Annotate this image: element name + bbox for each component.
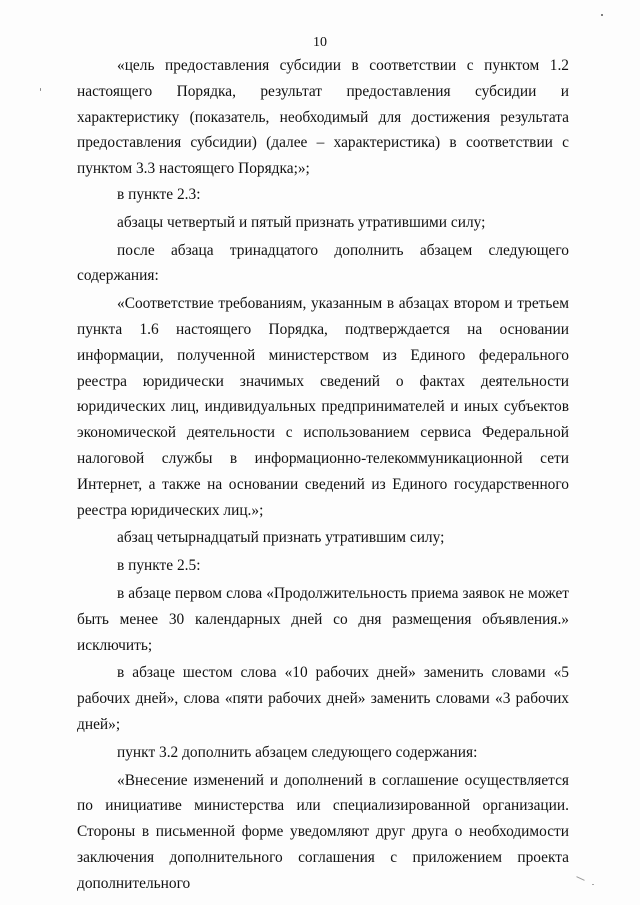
paragraph-compliance-requirements: «Соответствие требованиям, указанным в абзацах втором и третьем пункта 1.6 настоящего Порядка, подтверждается на основании информации, полученной министерством из Единого федерального реестра юридически значимых сведений о фактах деятельности юридических лиц, индивидуальных предпринимателей и иных субъектов экономической деятельности с использованием сервиса Федеральной налоговой службы в информационно-телекоммуникационной сети Интернет, а также на основании сведений из Единого государственного реестра юридических лиц.»; — [77, 295, 569, 519]
scan-speck — [601, 14, 603, 16]
paragraph-agreement-changes: «Внесение изменений и дополнений в соглашение осуществляется по инициативе министерства или специализированной организации. Стороны в письменной форме уведомляют друг друга о необходимости заключения дополнительного соглашения с приложением проекта дополнительного — [77, 771, 569, 892]
paragraph-subsidy-goal: «цель предоставления субсидии в соответствии с пунктом 1.2 настоящего Порядка, результат предоставления субсидии и характеристику (показатель, необходимый для достижения результата предоставления субсидии) (далее – характеристика) в соответствии с пунктом 3.3 настоящего Порядка;»; — [77, 57, 569, 178]
scan-speck — [592, 884, 594, 885]
paragraph-point-2-5: в пункте 2.5: — [117, 557, 201, 575]
paragraph-point-3-2: пункт 3.2 дополнить абзацем следующего содержания: — [117, 743, 478, 761]
paragraph-abzacy-void: абзацы четвертый и пятый признать утратившими силу; — [117, 213, 486, 231]
scan-speck — [40, 88, 41, 91]
document-body — [77, 53, 569, 897]
paragraph-add-after-13: после абзаца тринадцатого дополнить абзацем следующего содержания: — [77, 241, 569, 285]
paragraph-first-abzac-words: в абзаце первом слова «Продолжительность приема заявок не может быть менее 30 календарных дней со дня размещения объявления.» исключить; — [77, 584, 569, 654]
paragraph-sixth-abzac-words: в абзаце шестом слова «10 рабочих дней» заменить словами «5 рабочих дней», слова «пяти рабочих дней» заменить словами «3 рабочих дней»; — [77, 664, 569, 733]
paragraph-abzac-14-void: абзац четырнадцатый признать утратившим силу; — [117, 529, 445, 547]
scan-speck — [576, 876, 585, 881]
page-number: 10 — [313, 35, 327, 50]
paragraph-point-2-3: в пункте 2.3: — [117, 185, 201, 203]
